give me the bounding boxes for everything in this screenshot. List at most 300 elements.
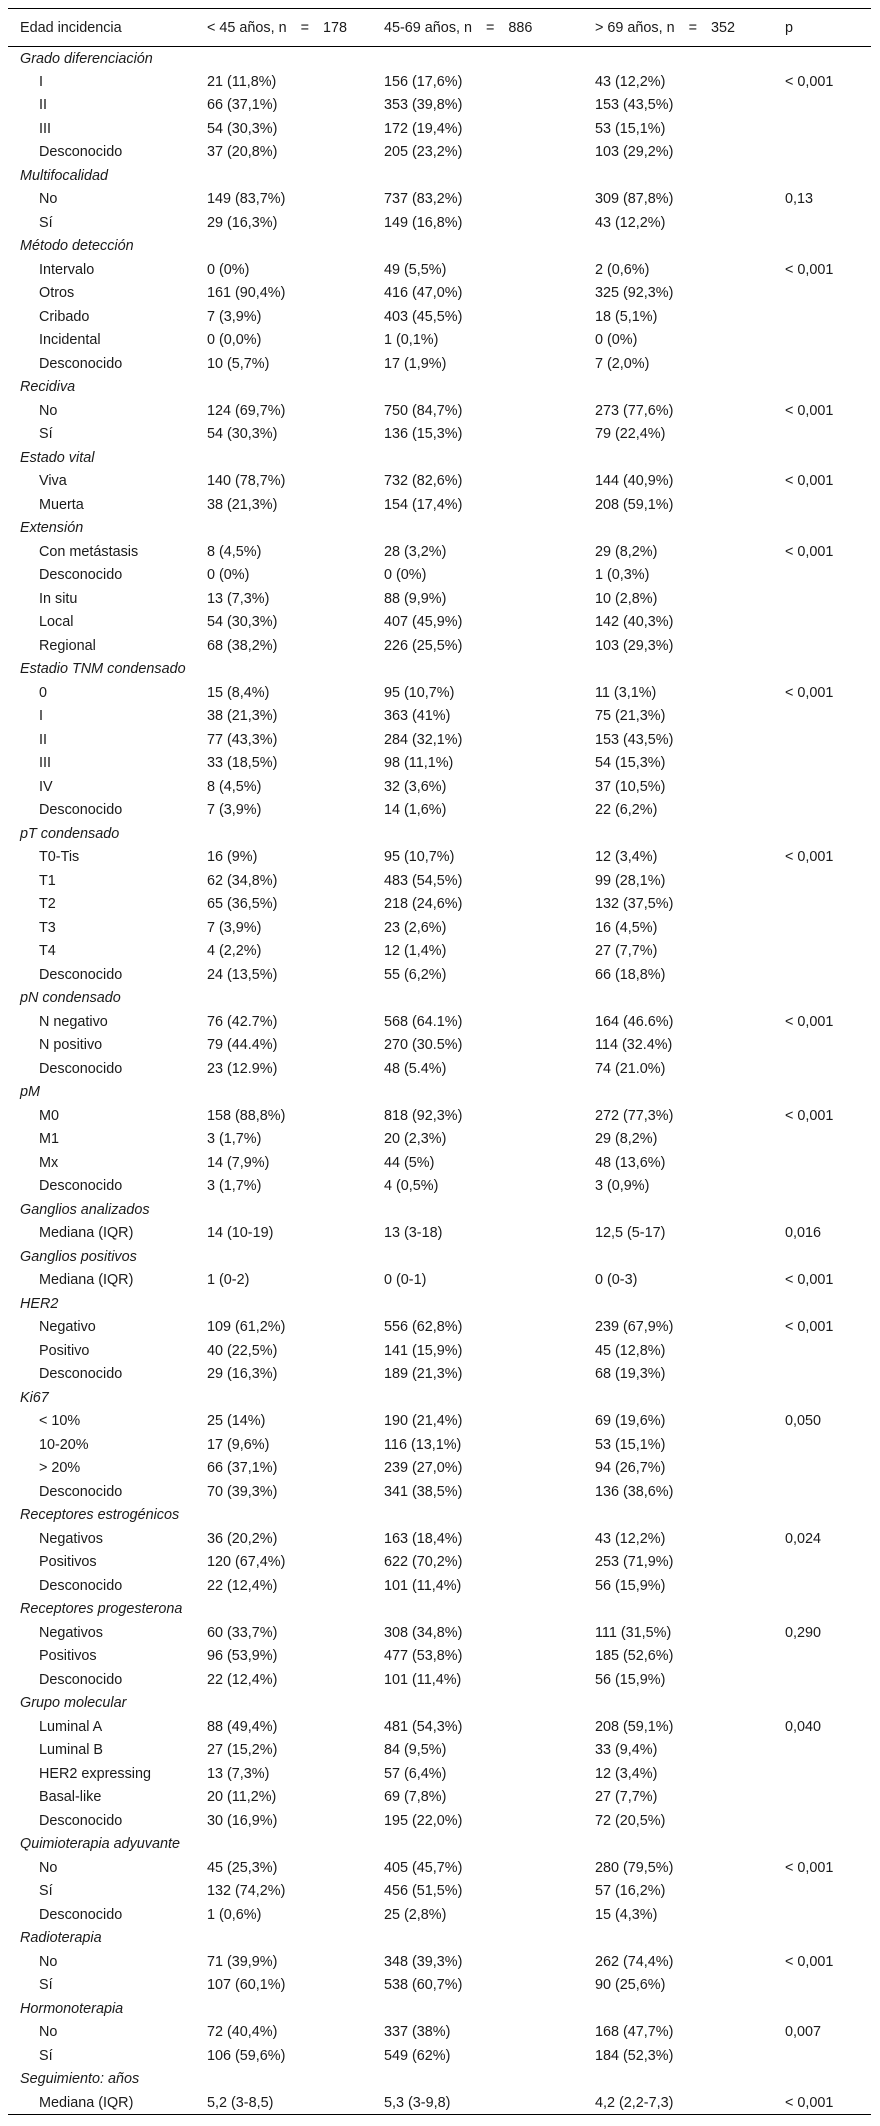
value-45-69: 101 (11,4%) [384, 1577, 462, 1594]
value-under-45: 109 (61,2%) [207, 1319, 286, 1336]
header-group-label: < 45 años, n [207, 19, 287, 36]
p-value [785, 1433, 871, 1457]
table-row [8, 70, 871, 94]
section-title: HER2 [20, 1295, 59, 1312]
value-under-45: 1 (0-2) [207, 1272, 250, 1289]
value-over-69: 2 (0,6%) [595, 261, 650, 278]
section-title: Seguimiento: años [20, 2071, 140, 2088]
value-45-69: 226 (25,5%) [384, 637, 463, 654]
value-45-69: 341 (38,5%) [384, 1483, 463, 1500]
value-over-69: 142 (40,3%) [595, 614, 674, 631]
value-under-45: 76 (42.7%) [207, 1013, 278, 1030]
p-value [785, 869, 871, 893]
value-45-69: 416 (47,0%) [384, 285, 463, 302]
value-over-69: 45 (12,8%) [595, 1342, 666, 1359]
section-header-row [8, 164, 871, 188]
table-row [8, 2044, 871, 2068]
value-over-69: 66 (18,8%) [595, 966, 666, 983]
value-45-69: 737 (83,2%) [384, 191, 463, 208]
table-row [8, 611, 871, 635]
value-under-45: 54 (30,3%) [207, 120, 278, 137]
row-label: Viva [39, 473, 67, 490]
value-under-45: 0 (0,0%) [207, 332, 262, 349]
p-value [785, 799, 871, 823]
value-over-69: 132 (37,5%) [595, 896, 674, 913]
value-45-69: 17 (1,9%) [384, 355, 447, 372]
row-label: Positivos [39, 1648, 97, 1665]
header-age-incidence: Edad incidencia [8, 9, 207, 47]
value-over-69: 325 (92,3%) [595, 285, 674, 302]
value-45-69: 98 (11,1%) [384, 755, 454, 772]
row-label: Negativos [39, 1530, 103, 1547]
section-header-row [8, 376, 871, 400]
data-table [8, 8, 871, 2115]
row-label: Sí [39, 2047, 53, 2064]
value-45-69: 88 (9,9%) [384, 590, 447, 607]
table-row [8, 1410, 871, 1434]
value-45-69: 732 (82,6%) [384, 473, 463, 490]
value-over-69: 43 (12,2%) [595, 73, 666, 90]
p-value [785, 916, 871, 940]
value-45-69: 239 (27,0%) [384, 1460, 463, 1477]
value-45-69: 172 (19,4%) [384, 120, 463, 137]
table-row [8, 705, 871, 729]
value-under-45: 13 (7,3%) [207, 590, 270, 607]
p-value: < 0,001 [785, 402, 834, 419]
section-header-row [8, 658, 871, 682]
value-under-45: 38 (21,3%) [207, 708, 278, 725]
section-header-row [8, 987, 871, 1011]
row-label: Desconocido [39, 144, 123, 161]
p-value [785, 141, 871, 165]
table-body [8, 47, 871, 2115]
value-under-45: 33 (18,5%) [207, 755, 278, 772]
table-row [8, 1551, 871, 1575]
section-title: Receptores progesterona [20, 1601, 183, 1618]
value-over-69: 57 (16,2%) [595, 1883, 666, 1900]
row-label: Mediana (IQR) [39, 1225, 134, 1242]
row-label: Cribado [39, 308, 90, 325]
table-row [8, 188, 871, 212]
p-value [785, 752, 871, 776]
row-label: Positivo [39, 1342, 90, 1359]
p-value: < 0,001 [785, 1953, 834, 1970]
value-over-69: 168 (47,7%) [595, 2024, 674, 2041]
table-row [8, 1668, 871, 1692]
table-row [8, 775, 871, 799]
table-row [8, 634, 871, 658]
p-value [785, 1574, 871, 1598]
value-under-45: 7 (3,9%) [207, 802, 262, 819]
value-over-69: 262 (74,4%) [595, 1953, 674, 1970]
value-under-45: 40 (22,5%) [207, 1342, 278, 1359]
section-title: Quimioterapia adyuvante [20, 1836, 180, 1853]
value-45-69: 205 (23,2%) [384, 144, 463, 161]
table-row [8, 329, 871, 353]
value-45-69: 549 (62%) [384, 2047, 451, 2064]
row-label: Sí [39, 1977, 53, 1994]
header-group-eq: = [688, 19, 698, 36]
value-45-69: 84 (9,5%) [384, 1742, 447, 1759]
table-row [8, 1034, 871, 1058]
value-over-69: 79 (22,4%) [595, 426, 666, 443]
section-header-row [8, 1386, 871, 1410]
p-value [785, 493, 871, 517]
section-header-row [8, 1692, 871, 1716]
value-over-69: 239 (67,9%) [595, 1319, 674, 1336]
p-value [785, 329, 871, 353]
value-over-69: 29 (8,2%) [595, 543, 658, 560]
value-45-69: 538 (60,7%) [384, 1977, 463, 1994]
section-title: pN condensado [20, 990, 121, 1007]
row-label: Desconocido [39, 966, 123, 983]
value-45-69: 481 (54,3%) [384, 1718, 463, 1735]
value-45-69: 0 (0-1) [384, 1272, 427, 1289]
value-over-69: 114 (32.4%) [595, 1037, 673, 1054]
value-45-69: 284 (32,1%) [384, 731, 463, 748]
value-over-69: 33 (9,4%) [595, 1742, 658, 1759]
p-value [785, 1057, 871, 1081]
value-over-69: 72 (20,5%) [595, 1812, 666, 1829]
value-under-45: 37 (20,8%) [207, 144, 278, 161]
table-row [8, 940, 871, 964]
p-value [785, 1809, 871, 1833]
value-45-69: 308 (34,8%) [384, 1624, 463, 1641]
value-over-69: 7 (2,0%) [595, 355, 650, 372]
p-value: < 0,001 [785, 1107, 834, 1124]
value-over-69: 16 (4,5%) [595, 919, 658, 936]
p-value [785, 893, 871, 917]
row-label: Desconocido [39, 567, 123, 584]
p-value [785, 587, 871, 611]
p-value [785, 1363, 871, 1387]
p-value: < 0,001 [785, 849, 834, 866]
p-value: < 0,001 [785, 2091, 871, 2115]
value-under-45: 3 (1,7%) [207, 1178, 262, 1195]
section-header-row [8, 1292, 871, 1316]
table-row [8, 564, 871, 588]
value-45-69: 136 (15,3%) [384, 426, 463, 443]
p-value [785, 1551, 871, 1575]
row-label: N negativo [39, 1013, 108, 1030]
row-label: Desconocido [39, 1577, 123, 1594]
header-group-n: 886 [508, 19, 533, 36]
value-45-69: 556 (62,8%) [384, 1319, 463, 1336]
table-row [8, 2021, 871, 2045]
table-row [8, 540, 871, 564]
table-row [8, 258, 871, 282]
row-label: IV [39, 778, 53, 795]
p-value [785, 1151, 871, 1175]
value-45-69: 622 (70,2%) [384, 1554, 463, 1571]
value-45-69: 57 (6,4%) [384, 1765, 447, 1782]
table-row [8, 1950, 871, 1974]
table-row [8, 1151, 871, 1175]
value-under-45: 0 (0%) [207, 261, 250, 278]
value-45-69: 23 (2,6%) [384, 919, 447, 936]
value-over-69: 29 (8,2%) [595, 1131, 658, 1148]
row-label: N positivo [39, 1037, 103, 1054]
value-45-69: 156 (17,6%) [384, 73, 463, 90]
row-label: Sí [39, 1883, 53, 1900]
value-under-45: 120 (67,4%) [207, 1554, 286, 1571]
section-title: Receptores estrogénicos [20, 1507, 180, 1524]
value-under-45: 71 (39,9%) [207, 1953, 278, 1970]
value-over-69: 48 (13,6%) [595, 1154, 666, 1171]
p-value: < 0,001 [785, 1272, 834, 1289]
p-value [785, 282, 871, 306]
value-over-69: 43 (12,2%) [595, 1530, 666, 1547]
p-value [785, 611, 871, 635]
value-under-45: 27 (15,2%) [207, 1742, 278, 1759]
value-45-69: 483 (54,5%) [384, 872, 463, 889]
value-under-45: 66 (37,1%) [207, 97, 278, 114]
p-value: < 0,001 [785, 1859, 834, 1876]
p-value [785, 1175, 871, 1199]
table-row [8, 141, 871, 165]
row-label: M1 [39, 1131, 59, 1148]
value-over-69: 208 (59,1%) [595, 496, 674, 513]
value-45-69: 13 (3-18) [384, 1225, 443, 1242]
value-under-45: 0 (0%) [207, 567, 250, 584]
row-label: Desconocido [39, 1906, 123, 1923]
row-label: T4 [39, 943, 56, 960]
value-over-69: 27 (7,7%) [595, 943, 658, 960]
value-over-69: 12 (3,4%) [595, 1765, 658, 1782]
value-45-69: 189 (21,3%) [384, 1366, 463, 1383]
table-row [8, 1457, 871, 1481]
value-over-69: 99 (28,1%) [595, 872, 666, 889]
table-row [8, 1128, 871, 1152]
row-label: III [39, 755, 51, 772]
value-under-45: 79 (44.4%) [207, 1037, 278, 1054]
header-group-n: 352 [711, 19, 736, 36]
value-under-45: 13 (7,3%) [207, 1765, 270, 1782]
value-under-45: 20 (11,2%) [207, 1789, 277, 1806]
value-45-69: 348 (39,3%) [384, 1953, 463, 1970]
value-45-69: 116 (13,1%) [384, 1436, 462, 1453]
row-label: Sí [39, 214, 53, 231]
value-45-69: 363 (41%) [384, 708, 451, 725]
p-value: < 0,001 [785, 73, 834, 90]
table-row [8, 1621, 871, 1645]
row-label: I [39, 73, 43, 90]
value-over-69: 12 (3,4%) [595, 849, 658, 866]
value-over-69: 184 (52,3%) [595, 2047, 674, 2064]
value-45-69: 154 (17,4%) [384, 496, 463, 513]
value-under-45: 5,2 (3-8,5) [207, 2091, 384, 2115]
value-under-45: 23 (12.9%) [207, 1060, 278, 1077]
value-over-69: 15 (4,3%) [595, 1906, 658, 1923]
value-45-69: 4 (0,5%) [384, 1178, 439, 1195]
value-45-69: 28 (3,2%) [384, 543, 447, 560]
p-value [785, 2044, 871, 2068]
p-value [785, 423, 871, 447]
p-value [785, 705, 871, 729]
value-over-69: 22 (6,2%) [595, 802, 658, 819]
value-over-69: 54 (15,3%) [595, 755, 666, 772]
table-row [8, 1574, 871, 1598]
section-header-row [8, 517, 871, 541]
value-45-69: 337 (38%) [384, 2024, 451, 2041]
value-45-69: 190 (21,4%) [384, 1413, 463, 1430]
table-row [8, 470, 871, 494]
section-title: Estadio TNM condensado [20, 661, 186, 678]
value-over-69: 56 (15,9%) [595, 1577, 666, 1594]
value-over-69: 3 (0,9%) [595, 1178, 650, 1195]
value-over-69: 253 (71,9%) [595, 1554, 674, 1571]
value-over-69: 0 (0-3) [595, 1272, 638, 1289]
table-row [8, 799, 871, 823]
table-row [8, 1339, 871, 1363]
row-label: No [39, 191, 58, 208]
value-under-45: 106 (59,6%) [207, 2047, 286, 2064]
value-45-69: 95 (10,7%) [384, 684, 455, 701]
value-under-45: 3 (1,7%) [207, 1131, 262, 1148]
value-over-69: 74 (21.0%) [595, 1060, 666, 1077]
row-label: M0 [39, 1107, 59, 1124]
row-label: Intervalo [39, 261, 95, 278]
value-under-45: 14 (10-19) [207, 1225, 274, 1242]
value-under-45: 68 (38,2%) [207, 637, 278, 654]
row-label: Local [39, 614, 74, 631]
table-row [8, 1175, 871, 1199]
table-row [8, 869, 871, 893]
row-label: T2 [39, 896, 56, 913]
table-row [8, 1762, 871, 1786]
value-over-69: 43 (12,2%) [595, 214, 666, 231]
value-under-45: 15 (8,4%) [207, 684, 270, 701]
value-under-45: 10 (5,7%) [207, 355, 270, 372]
section-title: Recidiva [20, 379, 76, 396]
table-row [8, 211, 871, 235]
table-row [8, 1974, 871, 1998]
value-45-69: 49 (5,5%) [384, 261, 447, 278]
table-row [8, 117, 871, 141]
value-under-45: 7 (3,9%) [207, 308, 262, 325]
value-under-45: 7 (3,9%) [207, 919, 262, 936]
header-group-label: 45-69 años, n [384, 19, 473, 36]
table-row [8, 423, 871, 447]
value-45-69: 48 (5.4%) [384, 1060, 447, 1077]
table-row [8, 1739, 871, 1763]
table-row [8, 1222, 871, 1246]
p-value [785, 1128, 871, 1152]
row-label: II [39, 97, 47, 114]
row-label: Mediana (IQR) [39, 1272, 134, 1289]
section-header-row [8, 1927, 871, 1951]
value-under-45: 22 (12,4%) [207, 1671, 278, 1688]
value-over-69: 37 (10,5%) [595, 778, 666, 795]
value-under-45: 14 (7,9%) [207, 1154, 270, 1171]
value-45-69: 750 (84,7%) [384, 402, 463, 419]
value-45-69: 0 (0%) [384, 567, 427, 584]
value-45-69: 141 (15,9%) [384, 1342, 463, 1359]
value-45-69: 20 (2,3%) [384, 1131, 447, 1148]
value-45-69: 353 (39,8%) [384, 97, 463, 114]
p-value [785, 1880, 871, 1904]
p-value [785, 94, 871, 118]
row-label: Sí [39, 426, 53, 443]
p-value [785, 1974, 871, 1998]
row-label: 0 [39, 684, 48, 701]
value-under-45: 65 (36,5%) [207, 896, 278, 913]
value-over-69: 27 (7,7%) [595, 1789, 658, 1806]
value-over-69: 4,2 (2,2-7,3) [595, 2091, 785, 2115]
row-label: Luminal B [39, 1742, 103, 1759]
section-header-row [8, 1598, 871, 1622]
header-group-n: 178 [323, 19, 348, 36]
row-label: Desconocido [39, 355, 123, 372]
section-header-row [8, 822, 871, 846]
table-row [8, 352, 871, 376]
table-row [8, 1363, 871, 1387]
p-value [785, 1339, 871, 1363]
value-over-69: 10 (2,8%) [595, 590, 658, 607]
table-row [8, 728, 871, 752]
p-value: 0,050 [785, 1413, 822, 1430]
p-value: 0,024 [785, 1530, 822, 1547]
row-label: Positivos [39, 1554, 97, 1571]
value-45-69: 218 (24,6%) [384, 896, 463, 913]
value-under-45: 16 (9%) [207, 849, 258, 866]
section-title: Grupo molecular [20, 1695, 127, 1712]
table-row [8, 1269, 871, 1293]
p-value: 0,007 [785, 2024, 822, 2041]
p-value: 0,13 [785, 191, 814, 208]
table-row [8, 1010, 871, 1034]
table-row [8, 1480, 871, 1504]
p-value [785, 775, 871, 799]
value-45-69: 818 (92,3%) [384, 1107, 463, 1124]
row-label: Basal-like [39, 1789, 102, 1806]
table-row [8, 1715, 871, 1739]
table-row [8, 1856, 871, 1880]
value-under-45: 30 (16,9%) [207, 1812, 278, 1829]
row-label: T0-Tis [39, 849, 80, 866]
value-over-69: 75 (21,3%) [595, 708, 666, 725]
p-value: < 0,001 [785, 261, 834, 278]
row-label: Con metástasis [39, 543, 139, 560]
p-value: 0,016 [785, 1225, 822, 1242]
row-label: No [39, 402, 58, 419]
section-title: Estado vital [20, 449, 95, 466]
value-45-69: 32 (3,6%) [384, 778, 447, 795]
table-row [8, 493, 871, 517]
table-row [8, 399, 871, 423]
value-under-45: 25 (14%) [207, 1413, 266, 1430]
value-45-69: 456 (51,5%) [384, 1883, 463, 1900]
value-45-69: 95 (10,7%) [384, 849, 455, 866]
value-45-69: 477 (53,8%) [384, 1648, 463, 1665]
table-row [8, 587, 871, 611]
section-header-row [8, 1198, 871, 1222]
p-value [785, 634, 871, 658]
value-under-45: 54 (30,3%) [207, 426, 278, 443]
value-under-45: 17 (9,6%) [207, 1436, 270, 1453]
table-row [8, 1104, 871, 1128]
p-value [785, 1457, 871, 1481]
table-row [8, 1316, 871, 1340]
value-under-45: 66 (37,1%) [207, 1460, 278, 1477]
table-row [8, 282, 871, 306]
header-group-eq: = [486, 19, 495, 36]
value-45-69: 270 (30.5%) [384, 1037, 463, 1054]
row-label: < 10% [39, 1413, 81, 1430]
section-header-row [8, 47, 871, 71]
section-title: Hormonoterapia [20, 2000, 124, 2017]
value-under-45: 36 (20,2%) [207, 1530, 278, 1547]
